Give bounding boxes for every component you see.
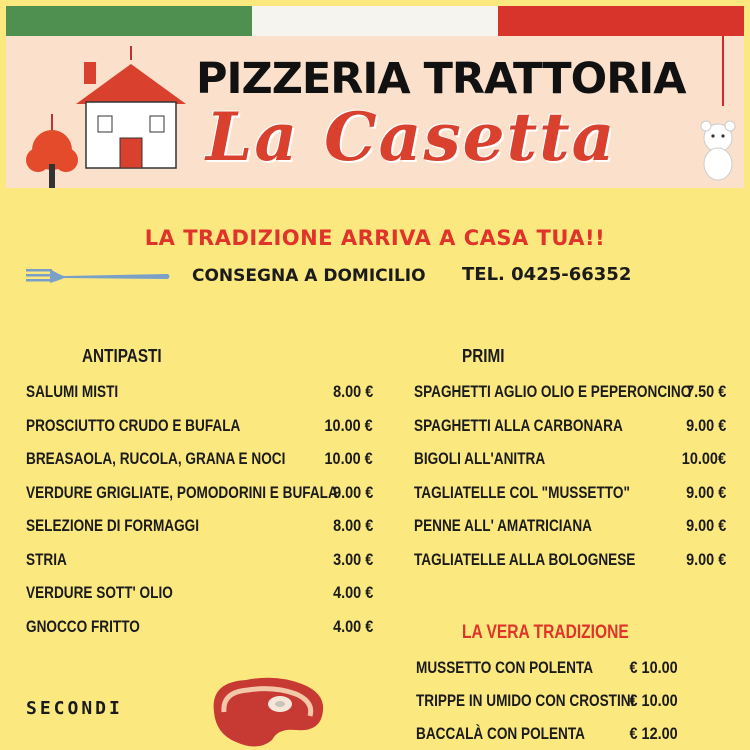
- restaurant-name: La Casetta: [206, 98, 617, 176]
- primi-heading: PRIMI: [462, 346, 505, 366]
- menu-item: [414, 449, 726, 471]
- flag-white: [252, 6, 498, 36]
- menu-item-name: TAGLIATELLE ALLA BOLOGNESE: [414, 549, 636, 569]
- menu-item-name: MUSSETTO CON POLENTA: [416, 658, 594, 677]
- menu-item: [26, 483, 373, 505]
- restaurant-title: PIZZERIA TRATTORIA: [196, 54, 686, 104]
- menu-item-name: SELEZIONE DI FORMAGGI: [26, 516, 200, 535]
- menu-item: [26, 416, 373, 438]
- hanging-string: [722, 36, 724, 106]
- menu-item-name: PENNE ALL' AMATRICIANA: [414, 516, 593, 535]
- vera-tradizione-heading: LA VERA TRADIZIONE: [462, 622, 629, 643]
- menu-item-price: 10.00€: [681, 449, 726, 468]
- menu-item-price: 9.00 €: [685, 516, 726, 535]
- menu-item: [26, 583, 373, 605]
- secondi-heading: SECONDI: [26, 698, 123, 719]
- menu-item-price: 3.00 €: [332, 549, 373, 569]
- menu-item-name: TRIPPE IN UMIDO CON CROSTINI: [416, 691, 635, 710]
- menu-item-price: 9.00 €: [685, 482, 726, 502]
- phone-number[interactable]: TEL. 0425-66352: [462, 264, 632, 285]
- flag-green: [6, 6, 252, 36]
- menu-item-price: 4.00 €: [332, 616, 373, 636]
- menu-item-name: TAGLIATELLE COL "MUSSETTO": [414, 482, 630, 502]
- menu-item-price: 8.00 €: [332, 382, 373, 401]
- menu-item-price: 10.00 €: [324, 449, 373, 468]
- menu-item-name: VERDURE GRIGLIATE, POMODORINI E BUFALA: [26, 482, 338, 502]
- menu-item: [414, 382, 726, 404]
- menu-item-name: BREASAOLA, RUCOLA, GRANA E NOCI: [26, 449, 286, 468]
- menu-item: [414, 550, 726, 572]
- menu-item: [414, 416, 726, 438]
- menu-item: [416, 658, 678, 680]
- house-icon: [76, 46, 186, 171]
- flag-red: [498, 6, 744, 36]
- menu-item-name: VERDURE SOTT' OLIO: [26, 583, 173, 602]
- menu-item-name: STRIA: [26, 549, 67, 569]
- menu-item: [414, 516, 726, 538]
- tagline: LA TRADIZIONE ARRIVA A CASA TUA!!: [144, 226, 606, 250]
- italian-flag-banner: [6, 6, 744, 36]
- menu-item: [26, 382, 373, 404]
- menu-item-price: 9.00 €: [332, 482, 373, 502]
- menu-item-name: SPAGHETTI AGLIO OLIO E PEPERONCINO: [414, 382, 692, 401]
- menu-item-price: 7.50 €: [685, 382, 726, 401]
- menu-item-price: 9.00 €: [685, 415, 726, 435]
- menu-item: [26, 550, 373, 572]
- menu-item-price: 10.00 €: [324, 415, 373, 435]
- steak-icon: [206, 672, 330, 750]
- menu-item-name: BACCALÀ CON POLENTA: [416, 724, 585, 743]
- antipasti-heading: ANTIPASTI: [82, 346, 162, 366]
- menu-item: [414, 483, 726, 505]
- header: [6, 36, 744, 188]
- menu-item-price: € 10.00: [629, 658, 678, 677]
- menu-item-price: € 12.00: [629, 724, 678, 743]
- menu-item: [416, 691, 678, 713]
- tree-icon: [24, 114, 80, 190]
- delivery-label: CONSEGNA A DOMICILIO: [192, 266, 426, 286]
- menu-item-name: GNOCCO FRITTO: [26, 616, 140, 636]
- menu-item-name: BIGOLI ALL'ANITRA: [414, 449, 546, 468]
- menu-item: [26, 516, 373, 538]
- menu-item-price: 8.00 €: [332, 516, 373, 535]
- menu-item: [416, 724, 678, 746]
- menu-item-price: € 10.00: [629, 691, 678, 710]
- menu-item: [26, 617, 373, 639]
- menu-item-price: 9.00 €: [685, 549, 726, 569]
- menu-item-name: SALUMI MISTI: [26, 382, 119, 401]
- menu-item: [26, 449, 373, 471]
- menu-item-name: PROSCIUTTO CRUDO E BUFALA: [26, 415, 241, 435]
- menu-item-name: SPAGHETTI ALLA CARBONARA: [414, 415, 623, 435]
- fork-icon: [26, 266, 171, 288]
- menu-item-price: 4.00 €: [332, 583, 373, 602]
- bear-icon: [696, 120, 740, 184]
